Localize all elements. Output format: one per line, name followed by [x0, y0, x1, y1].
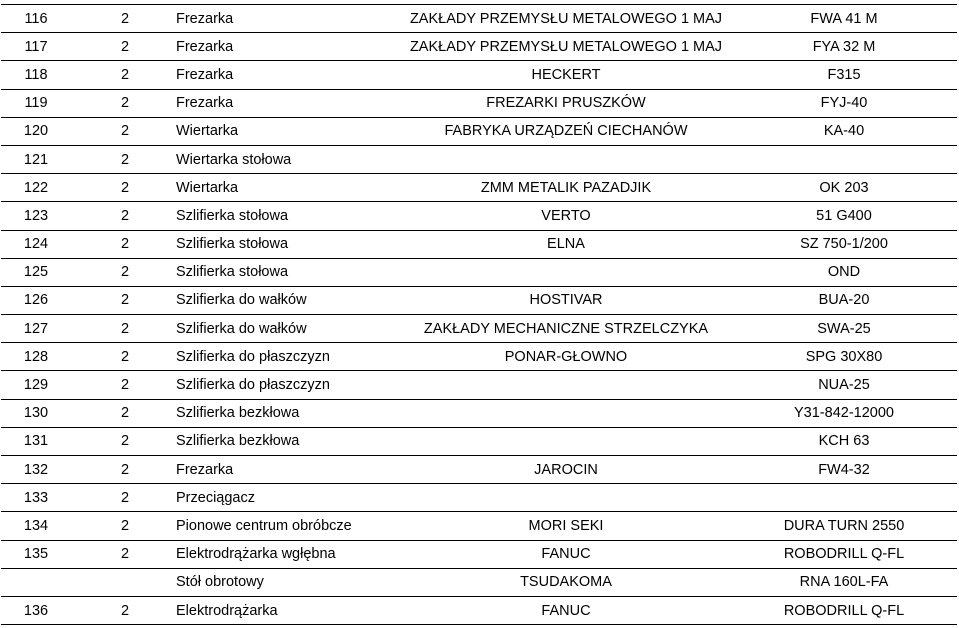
table-row [1, 258, 957, 286]
row-model: DURA TURN 2550 [731, 512, 957, 540]
row-quantity: 2 [71, 230, 171, 258]
row-quantity: 2 [71, 484, 171, 512]
row-manufacturer: MORI SEKI [401, 512, 731, 540]
row-quantity: 2 [71, 512, 171, 540]
row-manufacturer: HOSTIVAR [401, 286, 731, 314]
row-model: RNA 160L-FA [731, 568, 957, 596]
row-model: Y31-842-12000 [731, 399, 957, 427]
row-manufacturer: ZMM METALIK PAZADJIK [401, 174, 731, 202]
row-manufacturer [401, 371, 731, 399]
row-quantity: 2 [71, 33, 171, 61]
row-model: FW4-32 [731, 456, 957, 484]
row-manufacturer: FABRYKA URZĄDZEŃ CIECHANÓW [401, 117, 731, 145]
row-manufacturer: ZAKŁADY PRZEMYSŁU METALOWEGO 1 MAJ [401, 5, 731, 33]
row-machine-name: Frezarka [171, 61, 401, 89]
row-quantity: 2 [71, 456, 171, 484]
row-number: 123 [1, 202, 71, 230]
row-number: 120 [1, 117, 71, 145]
row-machine-name: Elektrodrążarka [171, 596, 401, 624]
machine-list-body [1, 5, 957, 625]
row-number: 121 [1, 145, 71, 173]
row-manufacturer [401, 427, 731, 455]
table-row [1, 145, 957, 173]
row-model: SPG 30X80 [731, 343, 957, 371]
table-row [1, 202, 957, 230]
row-number [1, 568, 71, 596]
row-manufacturer: FREZARKI PRUSZKÓW [401, 89, 731, 117]
row-manufacturer: ZAKŁADY PRZEMYSŁU METALOWEGO 1 MAJ [401, 33, 731, 61]
row-number: 132 [1, 456, 71, 484]
row-machine-name: Szlifierka do płaszczyzn [171, 371, 401, 399]
row-manufacturer: ZAKŁADY MECHANICZNE STRZELCZYKA [401, 315, 731, 343]
row-quantity: 2 [71, 399, 171, 427]
row-machine-name: Stół obrotowy [171, 568, 401, 596]
table-row [1, 174, 957, 202]
row-machine-name: Szlifierka do płaszczyzn [171, 343, 401, 371]
row-number: 127 [1, 315, 71, 343]
table-row [1, 512, 957, 540]
table-row [1, 5, 957, 33]
row-model: F315 [731, 61, 957, 89]
row-model: OND [731, 258, 957, 286]
row-machine-name: Szlifierka stołowa [171, 230, 401, 258]
row-manufacturer [401, 399, 731, 427]
table-row [1, 230, 957, 258]
row-model: FWA 41 M [731, 5, 957, 33]
row-quantity: 2 [71, 371, 171, 399]
row-quantity: 2 [71, 596, 171, 624]
table-row [1, 315, 957, 343]
row-machine-name: Przeciągacz [171, 484, 401, 512]
row-manufacturer [401, 258, 731, 286]
table-row [1, 568, 957, 596]
row-model [731, 484, 957, 512]
row-manufacturer: TSUDAKOMA [401, 568, 731, 596]
row-machine-name: Szlifierka stołowa [171, 202, 401, 230]
row-quantity: 2 [71, 202, 171, 230]
row-machine-name: Frezarka [171, 5, 401, 33]
row-machine-name: Szlifierka stołowa [171, 258, 401, 286]
row-quantity: 2 [71, 117, 171, 145]
row-quantity: 2 [71, 258, 171, 286]
row-number: 122 [1, 174, 71, 202]
row-manufacturer: FANUC [401, 596, 731, 624]
table-row [1, 286, 957, 314]
row-machine-name: Szlifierka bezkłowa [171, 427, 401, 455]
row-model: BUA-20 [731, 286, 957, 314]
row-machine-name: Frezarka [171, 33, 401, 61]
table-row [1, 343, 957, 371]
row-manufacturer [401, 484, 731, 512]
row-number: 117 [1, 33, 71, 61]
row-model: KCH 63 [731, 427, 957, 455]
row-manufacturer: FANUC [401, 540, 731, 568]
row-manufacturer [401, 145, 731, 173]
row-quantity: 2 [71, 61, 171, 89]
row-number: 135 [1, 540, 71, 568]
row-machine-name: Pionowe centrum obróbcze [171, 512, 401, 540]
table-row [1, 61, 957, 89]
row-manufacturer: VERTO [401, 202, 731, 230]
row-model: FYA 32 M [731, 33, 957, 61]
row-model: SWA-25 [731, 315, 957, 343]
row-number: 126 [1, 286, 71, 314]
table-row [1, 371, 957, 399]
table-row [1, 456, 957, 484]
row-quantity: 2 [71, 343, 171, 371]
row-machine-name: Elektrodrążarka wgłębna [171, 540, 401, 568]
row-manufacturer: JAROCIN [401, 456, 731, 484]
row-manufacturer: HECKERT [401, 61, 731, 89]
row-quantity: 2 [71, 174, 171, 202]
row-machine-name: Szlifierka do wałków [171, 315, 401, 343]
row-machine-name: Frezarka [171, 456, 401, 484]
table-row [1, 596, 957, 624]
row-number: 129 [1, 371, 71, 399]
row-model: OK 203 [731, 174, 957, 202]
row-number: 118 [1, 61, 71, 89]
row-number: 116 [1, 5, 71, 33]
row-quantity: 2 [71, 427, 171, 455]
row-model: ROBODRILL Q-FL [731, 596, 957, 624]
table-row [1, 427, 957, 455]
row-quantity: 2 [71, 540, 171, 568]
row-machine-name: Wiertarka [171, 174, 401, 202]
row-quantity: 2 [71, 286, 171, 314]
row-machine-name: Wiertarka stołowa [171, 145, 401, 173]
row-quantity: 2 [71, 89, 171, 117]
row-quantity: 2 [71, 145, 171, 173]
table-row [1, 399, 957, 427]
row-model: KA-40 [731, 117, 957, 145]
row-machine-name: Frezarka [171, 89, 401, 117]
table-row [1, 484, 957, 512]
row-number: 124 [1, 230, 71, 258]
row-model: 51 G400 [731, 202, 957, 230]
row-machine-name: Szlifierka bezkłowa [171, 399, 401, 427]
row-model: SZ 750-1/200 [731, 230, 957, 258]
row-number: 125 [1, 258, 71, 286]
row-number: 119 [1, 89, 71, 117]
row-model [731, 145, 957, 173]
table-row [1, 540, 957, 568]
row-number: 136 [1, 596, 71, 624]
row-number: 133 [1, 484, 71, 512]
machine-list-table [1, 4, 957, 625]
row-number: 128 [1, 343, 71, 371]
row-model: NUA-25 [731, 371, 957, 399]
table-row [1, 117, 957, 145]
row-number: 130 [1, 399, 71, 427]
row-number: 131 [1, 427, 71, 455]
row-model: FYJ-40 [731, 89, 957, 117]
row-machine-name: Szlifierka do wałków [171, 286, 401, 314]
row-manufacturer: ELNA [401, 230, 731, 258]
row-quantity: 2 [71, 315, 171, 343]
row-machine-name: Wiertarka [171, 117, 401, 145]
row-manufacturer: PONAR-GŁOWNO [401, 343, 731, 371]
row-number: 134 [1, 512, 71, 540]
row-quantity [71, 568, 171, 596]
table-row [1, 89, 957, 117]
table-row [1, 33, 957, 61]
row-quantity: 2 [71, 5, 171, 33]
row-model: ROBODRILL Q-FL [731, 540, 957, 568]
